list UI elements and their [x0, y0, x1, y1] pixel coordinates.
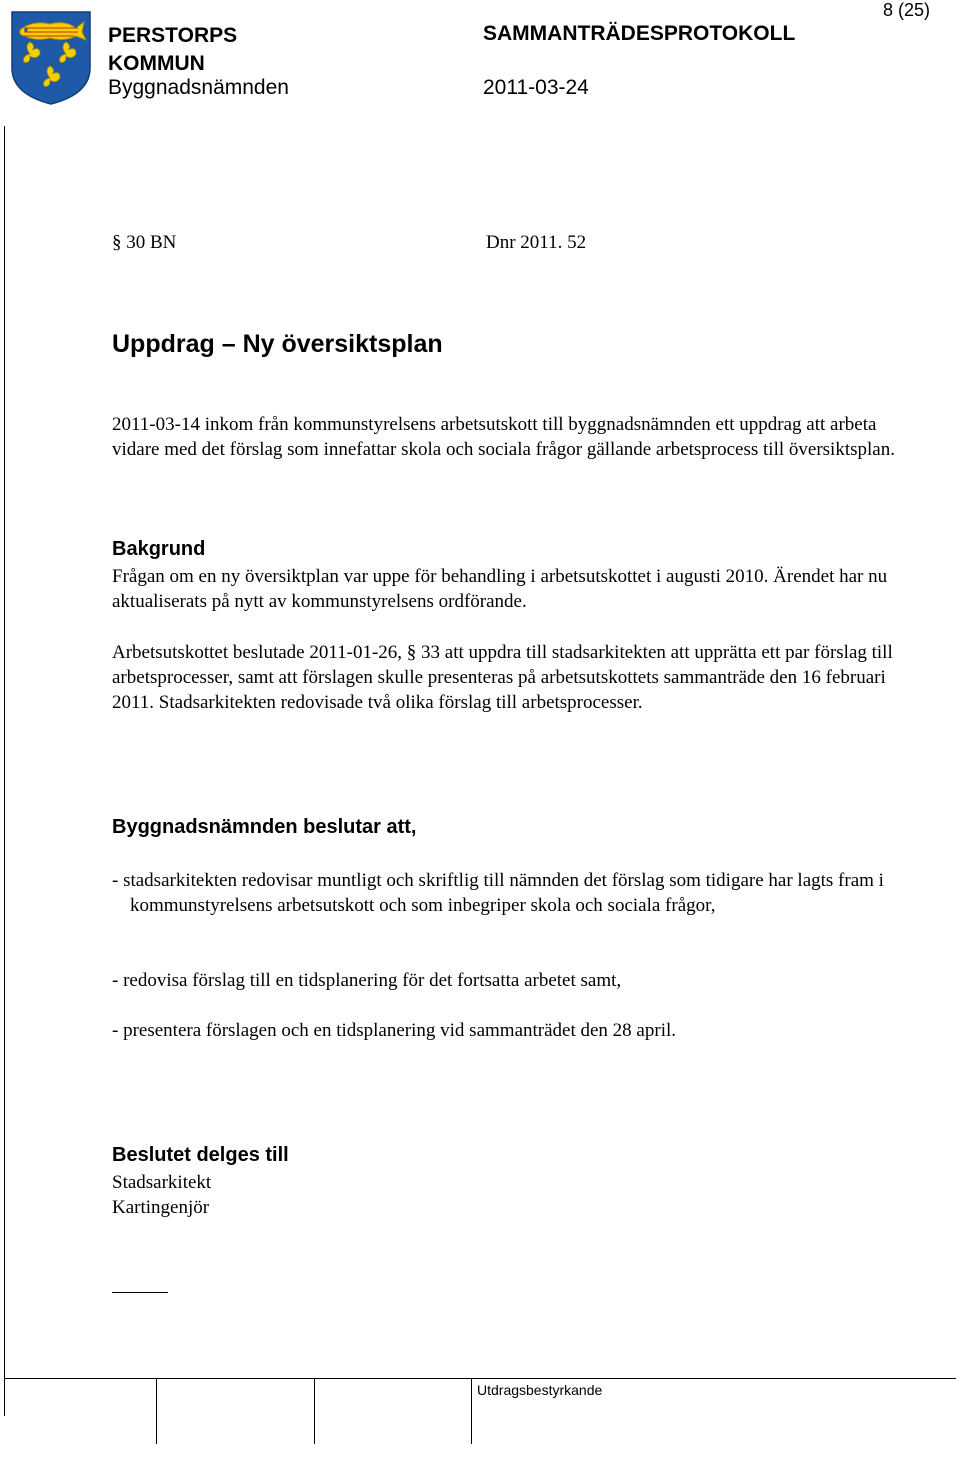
background-paragraph-2: Arbetsutskottet beslutade 2011-01-26, § 33 att uppdra till stadsarkitekten att upprätta ett par förslag till arbetsprocesser, samt att förslagen skulle presenteras på arbetsutskottets sammanträde den 16 februari 2011. Stadsarkitekten redovisade två olika förslag till arbetsprocesser.: [112, 642, 893, 713]
footer-divider-2: [314, 1378, 315, 1444]
distribution-heading: Beslutet delges till: [112, 1144, 289, 1166]
registration-number: Dnr 2011. 52: [486, 232, 587, 253]
document-type: SAMMANTRÄDESPROTOKOLL: [483, 22, 796, 45]
footer-divider-1: [156, 1378, 157, 1444]
paragraph-reference: § 30 BN: [112, 232, 177, 253]
certification-label: Utdragsbestyrkande: [477, 1382, 603, 1398]
municipality-name: [108, 22, 237, 78]
recipient-2: Kartingenjör: [112, 1197, 210, 1218]
background-paragraph-1: Frågan om en ny översiktplan var uppe för behandling i arbetsutskottet i augusti 2010. Ärendet har nu aktualiserats på nytt av kommunstyrelsens ordförande.: [112, 566, 888, 612]
intro-paragraph: 2011-03-14 inkom från kommunstyrelsens arbetsutskott till byggnadsnämnden ett uppdrag att arbeta vidare med det förslag som innefattar skola och sociala frågor gällande arbetsprocess till översiktsplan.: [112, 414, 895, 460]
page-number: 8 (25): [882, 0, 930, 20]
municipality-name-line1: PERSTORPS: [108, 24, 238, 47]
background-heading: Bakgrund: [112, 538, 206, 560]
decision-item-3: - presentera förslagen och en tidsplanering vid sammanträdet den 28 april.: [112, 1020, 676, 1041]
municipal-crest-icon: [10, 10, 92, 106]
footer-rule: [4, 1378, 956, 1379]
left-margin-rule: [4, 126, 5, 1416]
meeting-date: 2011-03-24: [483, 76, 589, 99]
recipient-1: Stadsarkitekt: [112, 1172, 212, 1193]
decision-item-2: - redovisa förslag till en tidsplanering för det fortsatta arbetet samt,: [112, 970, 622, 991]
decision-heading: Byggnadsnämnden beslutar att,: [112, 816, 417, 838]
signature-rule: [112, 1292, 168, 1293]
municipality-name-line2: KOMMUN: [108, 52, 205, 75]
decision-item-1: - stadsarkitekten redovisar muntligt och skriftlig till nämnden det förslag som tidigare har lagts fram i kommunstyrelsens arbetsutskott och som inbegriper skola och sociala frågor,: [112, 870, 884, 916]
footer-divider-3: [471, 1378, 472, 1444]
committee-name: Byggnadsnämnden: [108, 76, 289, 99]
item-title: Uppdrag – Ny översiktsplan: [112, 330, 443, 358]
